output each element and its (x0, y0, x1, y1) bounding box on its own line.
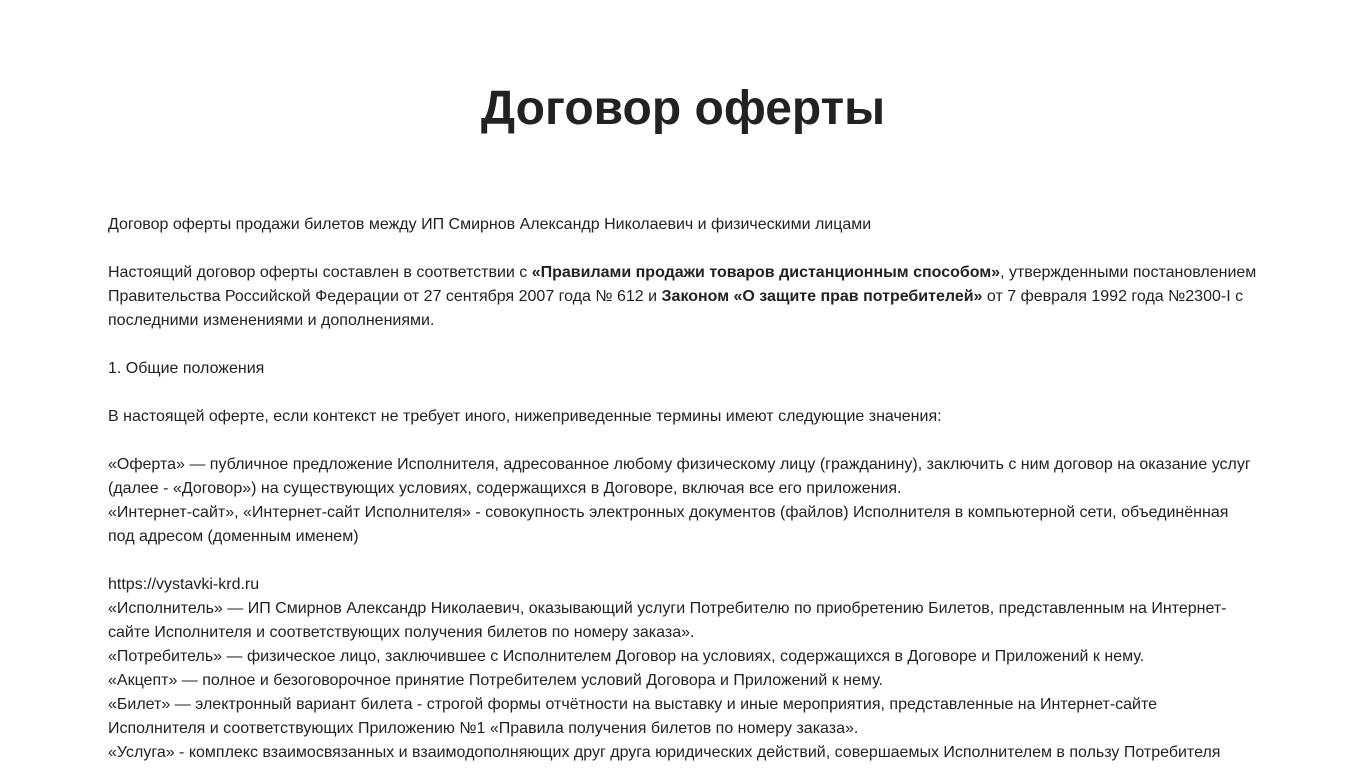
preamble-text-2: , утвержденными постановлением Правительства Российской Федерации от 27 сентября 2007 года № 612 и (108, 264, 1257, 305)
definition-service: «Услуга» - комплекс взаимосвязанных и взаимодополняющих друг друга юридических действий, совершаемых Исполнителем в пользу Потребителя (108, 744, 1221, 761)
definition-executor: «Исполнитель» — ИП Смирнов Александр Николаевич, оказывающий услуги Потребителю по приобретению Билетов, представленным на Интернет-сайте Исполнителя и соответствующих получения билетов по номеру заказа». (108, 600, 1227, 641)
offer-content (108, 213, 1258, 765)
section-heading-general: 1. Общие положения (108, 360, 265, 377)
page-title: Договор оферты (480, 82, 886, 135)
definition-ticket: «Билет» — электронный вариант билета - строгой формы отчётности на выставку и иные мероприятия, представленные на Интернет-сайте Исполнителя и соответствующих Приложению №1 «Правила получения билетов по номеру заказа». (108, 696, 1157, 737)
offer-preamble (108, 261, 1258, 333)
rules-reference: «Правилами продажи товаров дистанционным способом» (531, 264, 1001, 281)
preamble-text-3: от 7 февраля 1992 года №2300-I с последними изменениями и дополнениями. (108, 288, 1244, 329)
definition-offer: «Оферта» — публичное предложение Исполнителя, адресованное любому физическому лицу (гражданину), заключить с ним договор на оказание услуг (далее - «Договор») на существующих условиях, содержащихся в Договоре, включая все его приложения. (108, 456, 1251, 497)
terms-intro: В настоящей оферте, если контекст не требует иного, нижеприведенные термины имеют следующие значения: (108, 408, 942, 425)
site-url: https://vystavki-krd.ru (108, 576, 260, 593)
offer-subtitle: Договор оферты продажи билетов между ИП Смирнов Александр Николаевич и физическими лицами (108, 216, 872, 233)
definition-acceptance: «Акцепт» — полное и безоговорочное принятие Потребителем условий Договора и Приложений к нему. (108, 672, 883, 689)
definition-consumer: «Потребитель» — физическое лицо, заключившее с Исполнителем Договор на условиях, содержащихся в Договоре и Приложений к нему. (108, 648, 1145, 665)
preamble-text-1: Настоящий договор оферты составлен в соответствии с (108, 264, 532, 281)
law-reference: Законом «О защите прав потребителей» (661, 288, 983, 305)
definition-website: «Интернет-сайт», «Интернет-сайт Исполнителя» - совокупность электронных документов (файлов) Исполнителя в компьютерной сети, объединённая под адресом (доменным именем) (108, 504, 1229, 545)
